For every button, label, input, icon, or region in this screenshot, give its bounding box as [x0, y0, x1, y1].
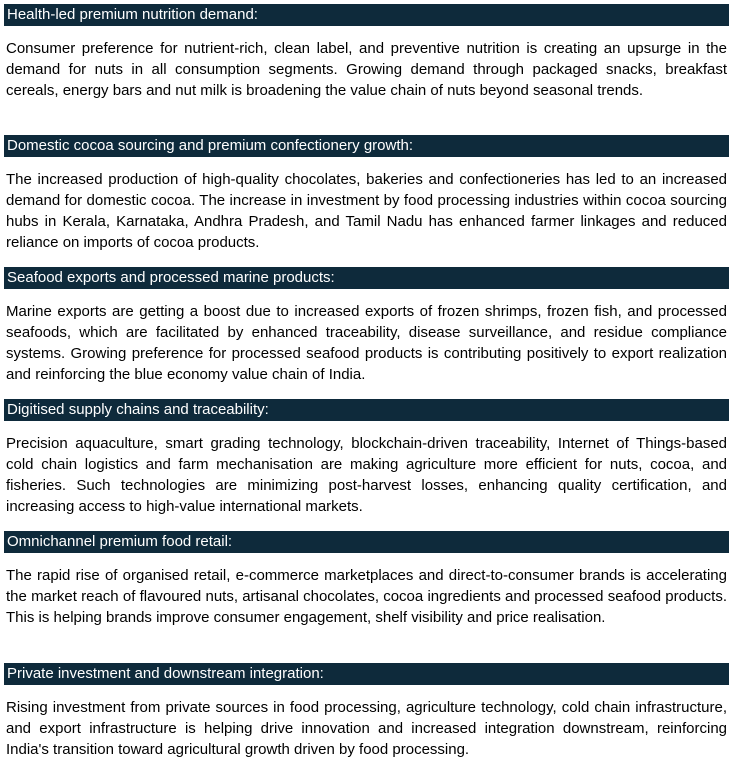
section-body: Consumer preference for nutrient-rich, clean label, and preventive nutrition is creating an upsurge in the demand for nuts in all consumption segments. Growing demand through packaged snacks, breakfast cereals, energy bars and nut milk is broadening the value chain of nuts beyond seasonal trends.: [6, 40, 727, 99]
section-digitised-supply-chains: [4, 399, 729, 517]
section-body: The increased production of high-quality chocolates, bakeries and confectioneries has led to an increased demand for domestic cocoa. The increase in investment by food processing industries within cocoa sourcing hubs in Kerala, Karnataka, Andhra Pradesh, and Tamil Nadu has enhanced farmer linkages and reduced reliance on imports of cocoa products.: [6, 171, 727, 251]
section-body: Marine exports are getting a boost due to increased exports of frozen shrimps, frozen fish, and processed seafoods, which are facilitated by enhanced traceability, disease surveillance, and residue compliance systems. Growing preference for processed seafood products is contributing positively to export realization and reinforcing the blue economy value chain of India.: [6, 303, 727, 383]
section-body: Precision aquaculture, smart grading technology, blockchain-driven traceability, Internet of Things-based cold chain logistics and farm mechanisation are making agriculture more efficient for nuts, cocoa, and fisheries. Such technologies are minimizing post-harvest losses, enhancing quality certification, and increasing access to high-value international markets.: [6, 435, 727, 515]
section-heading: Private investment and downstream integration:: [4, 663, 729, 685]
section-health-nutrition: [4, 4, 729, 101]
section-private-investment: [4, 663, 729, 760]
section-cocoa-sourcing: [4, 135, 729, 253]
section-heading: Seafood exports and processed marine products:: [4, 267, 729, 289]
section-seafood-exports: [4, 267, 729, 385]
section-body: The rapid rise of organised retail, e-commerce marketplaces and direct-to-consumer brands is accelerating the market reach of flavoured nuts, artisanal chocolates, cocoa ingredients and processed seafood products. This is helping brands improve consumer engagement, shelf visibility and price realisation.: [6, 567, 727, 626]
section-body: Rising investment from private sources in food processing, agriculture technology, cold chain infrastructure, and export infrastructure is helping drive innovation and increased integration downstream, reinforcing India's transition toward agricultural growth driven by food processing.: [6, 699, 727, 758]
section-heading: Health-led premium nutrition demand:: [4, 4, 729, 26]
section-heading: Domestic cocoa sourcing and premium confectionery growth:: [4, 135, 729, 157]
section-heading: Digitised supply chains and traceability:: [4, 399, 729, 421]
section-heading: Omnichannel premium food retail:: [4, 531, 729, 553]
section-omnichannel-retail: [4, 531, 729, 628]
